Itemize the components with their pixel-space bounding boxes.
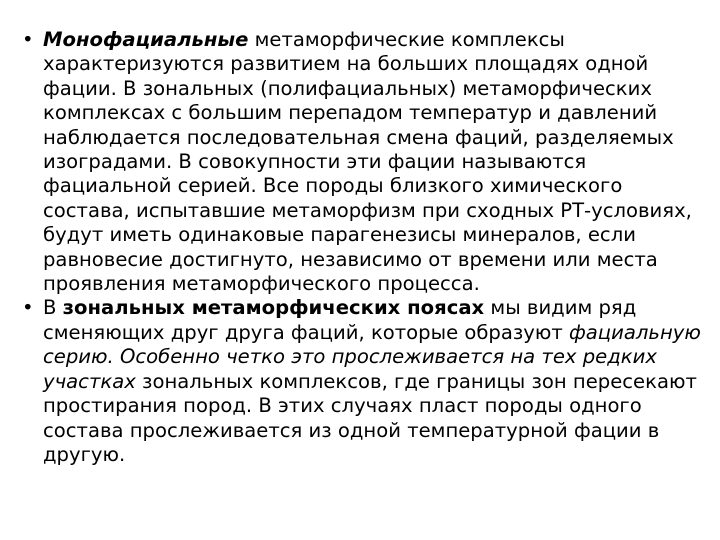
paragraph-text: мы видим ряд сменяющих друг друга фаций, которые образуют <box>43 296 637 344</box>
paragraph-text: В <box>43 296 63 320</box>
term-zonal-belts: зональных метаморфических поясах <box>62 296 485 320</box>
paragraph-text: зональных комплексов, где границы зон пересекают простирания пород. В этих случаях пласт породы одного состава прослеживается из одной температурной фации в другую. <box>43 369 697 466</box>
bullet-item-monofacial <box>22 28 702 296</box>
bullet-list <box>22 28 702 467</box>
bullet-icon: • <box>22 296 34 320</box>
term-monofacial: Монофациальные <box>43 28 249 51</box>
bullet-icon: • <box>22 28 34 51</box>
emphasis-facies-series: фациальную серию. Особенно четко это прослеживается на тех редких участках <box>43 320 701 393</box>
paragraph-text: метаморфические комплексы характеризуются развитием на больших площадях одной фации. В зональных (полифациальных) метаморфических комплексах с большим перепадом температур и давлений наблюдается последовательная смена фаций, разделяемых изоградами. В совокупности эти фации называются фациальной серией. Все породы близкого химического состава, испытавшие метаморфизм при сходных РТ-условиях, будут иметь одинаковые парагенезисы минералов, если равновесие достигнуто, независимо от времени или места проявления метаморфического процесса. <box>43 28 692 296</box>
bullet-item-zonal-belts <box>22 296 702 467</box>
